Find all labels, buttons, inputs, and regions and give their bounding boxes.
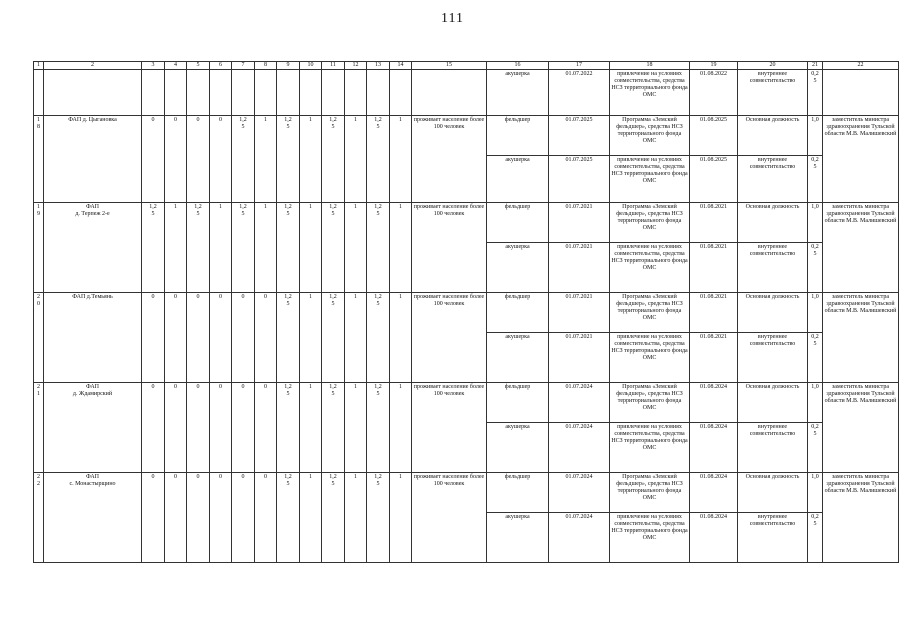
quarter-value-cell: 1 [210, 203, 232, 293]
quarter-value-cell: 0 [187, 473, 210, 563]
column-number: 13 [367, 62, 390, 70]
quarter-value-cell: 1 [165, 203, 187, 293]
program-cell: привлечение на условиях совместительства, средства НСЗ территориального фонда ОМС [610, 513, 690, 563]
row-number-cell: 2 2 [34, 473, 44, 563]
quarter-value-cell: 1 [345, 116, 367, 203]
quarter-value-cell: 1 [345, 383, 367, 473]
quarter-value-cell: 1,2 5 [277, 116, 300, 203]
column-number-row [34, 62, 899, 70]
rate-cell: 1,0 [808, 473, 823, 513]
quarter-value-cell: 0 [165, 116, 187, 203]
quarter-value-cell: 0 [142, 473, 165, 563]
quarter-value-cell: 0 [232, 473, 255, 563]
date-end-cell: 01.08.2021 [690, 333, 738, 383]
column-number: 6 [210, 62, 232, 70]
quarter-value-cell: 1 [300, 203, 322, 293]
job-type-cell: внутреннее совместительство [738, 70, 808, 116]
job-type-cell: Основная должность [738, 293, 808, 333]
empty-cell [210, 70, 232, 116]
quarter-value-cell: 0 [232, 383, 255, 473]
empty-cell [232, 70, 255, 116]
column-number: 21 [808, 62, 823, 70]
quarter-value-cell: 1,2 5 [367, 116, 390, 203]
program-cell: привлечение на условиях совместительства, средства НСЗ территориального фонда ОМС [610, 333, 690, 383]
date-end-cell: 01.08.2021 [690, 293, 738, 333]
quarter-value-cell: 0 [210, 293, 232, 383]
table-row [34, 116, 899, 156]
column-number: 4 [165, 62, 187, 70]
quarter-value-cell: 1,2 5 [367, 383, 390, 473]
job-type-cell: Основная должность [738, 473, 808, 513]
responsible-cell: заместитель министра здравоохранения Тульской области М.В. Малишевский [823, 203, 899, 293]
quarter-value-cell: 0 [187, 293, 210, 383]
quarter-value-cell: 1,2 5 [277, 473, 300, 563]
column-number: 3 [142, 62, 165, 70]
quarter-value-cell: 1,2 5 [187, 203, 210, 293]
column-number: 2 [44, 62, 142, 70]
program-cell: привлечение на условиях совместительства, средства НСЗ территориального фонда ОМС [610, 70, 690, 116]
date-start-cell: 01.07.2024 [549, 473, 610, 513]
staffing-table [33, 61, 899, 563]
quarter-value-cell: 1 [300, 383, 322, 473]
column-number: 14 [390, 62, 412, 70]
empty-cell [165, 70, 187, 116]
quarter-value-cell: 1,2 5 [232, 116, 255, 203]
table-row [34, 383, 899, 423]
quarter-value-cell: 1 [300, 116, 322, 203]
quarter-value-cell: 1,2 5 [322, 116, 345, 203]
column-number: 11 [322, 62, 345, 70]
position-cell: фельдшер [487, 383, 549, 423]
program-cell: Программа «Земский фельдшер», средства НСЗ территориального фонда ОМС [610, 203, 690, 243]
quarter-value-cell: 1,2 5 [322, 203, 345, 293]
empty-cell [390, 70, 412, 116]
date-start-cell: 01.07.2025 [549, 156, 610, 203]
date-end-cell: 01.08.2025 [690, 156, 738, 203]
column-number: 18 [610, 62, 690, 70]
position-cell: акушерка [487, 333, 549, 383]
program-cell: Программа «Земский фельдшер», средства НСЗ территориального фонда ОМС [610, 383, 690, 423]
job-type-cell: Основная должность [738, 116, 808, 156]
empty-cell [44, 70, 142, 116]
quarter-value-cell: 1,2 5 [277, 383, 300, 473]
empty-cell [345, 70, 367, 116]
facility-name-cell: ФАП д. Терпеж 2-е [44, 203, 142, 293]
rate-cell: 0,2 5 [808, 423, 823, 473]
rate-cell: 0,2 5 [808, 333, 823, 383]
empty-cell [277, 70, 300, 116]
quarter-value-cell: 0 [165, 383, 187, 473]
rate-cell: 0,2 5 [808, 70, 823, 116]
date-end-cell: 01.08.2022 [690, 70, 738, 116]
position-cell: фельдшер [487, 293, 549, 333]
quarter-value-cell: 1 [390, 383, 412, 473]
job-type-cell: внутреннее совместительство [738, 243, 808, 293]
quarter-value-cell: 1 [345, 203, 367, 293]
column-number: 15 [412, 62, 487, 70]
quarter-value-cell: 0 [210, 473, 232, 563]
quarter-value-cell: 0 [165, 293, 187, 383]
job-type-cell: внутреннее совместительство [738, 156, 808, 203]
quarter-value-cell: 0 [255, 383, 277, 473]
facility-name-cell: ФАП д.Темьянь [44, 293, 142, 383]
quarter-value-cell: 1,2 5 [277, 293, 300, 383]
quarter-value-cell: 1,2 5 [322, 293, 345, 383]
program-cell: Программа «Земский фельдшер», средства НСЗ территориального фонда ОМС [610, 116, 690, 156]
quarter-value-cell: 1 [300, 473, 322, 563]
position-cell: акушерка [487, 243, 549, 293]
table-row [34, 293, 899, 333]
empty-cell [412, 70, 487, 116]
column-number: 7 [232, 62, 255, 70]
position-cell: акушерка [487, 423, 549, 473]
column-number: 10 [300, 62, 322, 70]
continuation-row [34, 70, 899, 116]
date-end-cell: 01.08.2021 [690, 243, 738, 293]
responsible-cell: заместитель министра здравоохранения Тульской области М.В. Малишевский [823, 383, 899, 473]
rate-cell: 0,2 5 [808, 156, 823, 203]
date-end-cell: 01.08.2024 [690, 423, 738, 473]
empty-cell [300, 70, 322, 116]
rate-cell: 1,0 [808, 203, 823, 243]
quarter-value-cell: 0 [142, 383, 165, 473]
responsible-cell: заместитель министра здравоохранения Тульской области М.В. Малишевский [823, 473, 899, 563]
empty-cell [142, 70, 165, 116]
column-number: 22 [823, 62, 899, 70]
quarter-value-cell: 1 [255, 116, 277, 203]
row-number-cell: 1 9 [34, 203, 44, 293]
position-cell: акушерка [487, 156, 549, 203]
quarter-value-cell: 1 [390, 293, 412, 383]
quarter-value-cell: 0 [187, 116, 210, 203]
criterion-cell: проживает население более 100 человек [412, 473, 487, 563]
program-cell: привлечение на условиях совместительства, средства НСЗ территориального фонда ОМС [610, 156, 690, 203]
empty-cell [187, 70, 210, 116]
responsible-cell [823, 70, 899, 116]
empty-cell [322, 70, 345, 116]
column-number: 9 [277, 62, 300, 70]
date-start-cell: 01.07.2021 [549, 293, 610, 333]
job-type-cell: Основная должность [738, 203, 808, 243]
date-start-cell: 01.07.2021 [549, 243, 610, 293]
quarter-value-cell: 1 [390, 203, 412, 293]
rate-cell: 1,0 [808, 116, 823, 156]
quarter-value-cell: 0 [142, 293, 165, 383]
program-cell: Программа «Земский фельдшер», средства НСЗ территориального фонда ОМС [610, 293, 690, 333]
date-end-cell: 01.08.2024 [690, 513, 738, 563]
job-type-cell: внутреннее совместительство [738, 423, 808, 473]
position-cell: фельдшер [487, 473, 549, 513]
quarter-value-cell: 1 [300, 293, 322, 383]
quarter-value-cell: 1,2 5 [367, 203, 390, 293]
criterion-cell: проживает население более 100 человек [412, 203, 487, 293]
quarter-value-cell: 0 [255, 473, 277, 563]
quarter-value-cell: 1,2 5 [142, 203, 165, 293]
quarter-value-cell: 1,2 5 [367, 473, 390, 563]
quarter-value-cell: 0 [210, 116, 232, 203]
date-start-cell: 01.07.2024 [549, 513, 610, 563]
quarter-value-cell: 0 [255, 293, 277, 383]
column-number: 8 [255, 62, 277, 70]
facility-name-cell: ФАП д. Ждамирский [44, 383, 142, 473]
row-number-cell: 2 0 [34, 293, 44, 383]
job-type-cell: внутреннее совместительство [738, 333, 808, 383]
position-cell: фельдшер [487, 203, 549, 243]
row-number-cell: 2 1 [34, 383, 44, 473]
empty-cell [255, 70, 277, 116]
quarter-value-cell: 0 [142, 116, 165, 203]
quarter-value-cell: 1 [255, 203, 277, 293]
date-end-cell: 01.08.2021 [690, 203, 738, 243]
rate-cell: 1,0 [808, 383, 823, 423]
job-type-cell: внутреннее совместительство [738, 513, 808, 563]
program-cell: Программа «Земский фельдшер», средства НСЗ территориального фонда ОМС [610, 473, 690, 513]
responsible-cell: заместитель министра здравоохранения Тульской области М.В. Малишевский [823, 293, 899, 383]
quarter-value-cell: 0 [210, 383, 232, 473]
row-number-cell: 1 8 [34, 116, 44, 203]
quarter-value-cell: 1,2 5 [322, 383, 345, 473]
date-start-cell: 01.07.2025 [549, 116, 610, 156]
date-end-cell: 01.08.2024 [690, 383, 738, 423]
table-row [34, 203, 899, 243]
rate-cell: 0,2 5 [808, 513, 823, 563]
date-start-cell: 01.07.2024 [549, 383, 610, 423]
quarter-value-cell: 0 [165, 473, 187, 563]
quarter-value-cell: 1,2 5 [322, 473, 345, 563]
column-number: 1 [34, 62, 44, 70]
quarter-value-cell: 1,2 5 [277, 203, 300, 293]
date-start-cell: 01.07.2024 [549, 423, 610, 473]
position-cell: акушерка [487, 70, 549, 116]
date-end-cell: 01.08.2024 [690, 473, 738, 513]
column-number: 19 [690, 62, 738, 70]
facility-name-cell: ФАП д. Цыгановка [44, 116, 142, 203]
quarter-value-cell: 0 [232, 293, 255, 383]
rate-cell: 0,2 5 [808, 243, 823, 293]
quarter-value-cell: 0 [187, 383, 210, 473]
quarter-value-cell: 1 [390, 116, 412, 203]
empty-cell [367, 70, 390, 116]
criterion-cell: проживает население более 100 человек [412, 116, 487, 203]
rate-cell: 1,0 [808, 293, 823, 333]
responsible-cell: заместитель министра здравоохранения Тульской области М.В. Малишевский [823, 116, 899, 203]
facility-name-cell: ФАП с. Монастырщино [44, 473, 142, 563]
date-start-cell: 01.07.2021 [549, 333, 610, 383]
position-cell: акушерка [487, 513, 549, 563]
criterion-cell: проживает население более 100 человек [412, 383, 487, 473]
column-number: 20 [738, 62, 808, 70]
date-end-cell: 01.08.2025 [690, 116, 738, 156]
column-number: 12 [345, 62, 367, 70]
job-type-cell: Основная должность [738, 383, 808, 423]
date-start-cell: 01.07.2021 [549, 203, 610, 243]
quarter-value-cell: 1,2 5 [367, 293, 390, 383]
program-cell: привлечение на условиях совместительства, средства НСЗ территориального фонда ОМС [610, 243, 690, 293]
column-number: 16 [487, 62, 549, 70]
empty-cell [34, 70, 44, 116]
quarter-value-cell: 1 [345, 473, 367, 563]
quarter-value-cell: 1 [345, 293, 367, 383]
table-row [34, 473, 899, 513]
quarter-value-cell: 1 [390, 473, 412, 563]
column-number: 5 [187, 62, 210, 70]
quarter-value-cell: 1,2 5 [232, 203, 255, 293]
criterion-cell: проживает население более 100 человек [412, 293, 487, 383]
column-number: 17 [549, 62, 610, 70]
program-cell: привлечение на условиях совместительства, средства НСЗ территориального фонда ОМС [610, 423, 690, 473]
date-start-cell: 01.07.2022 [549, 70, 610, 116]
page-number: 111 [441, 11, 464, 26]
position-cell: фельдшер [487, 116, 549, 156]
